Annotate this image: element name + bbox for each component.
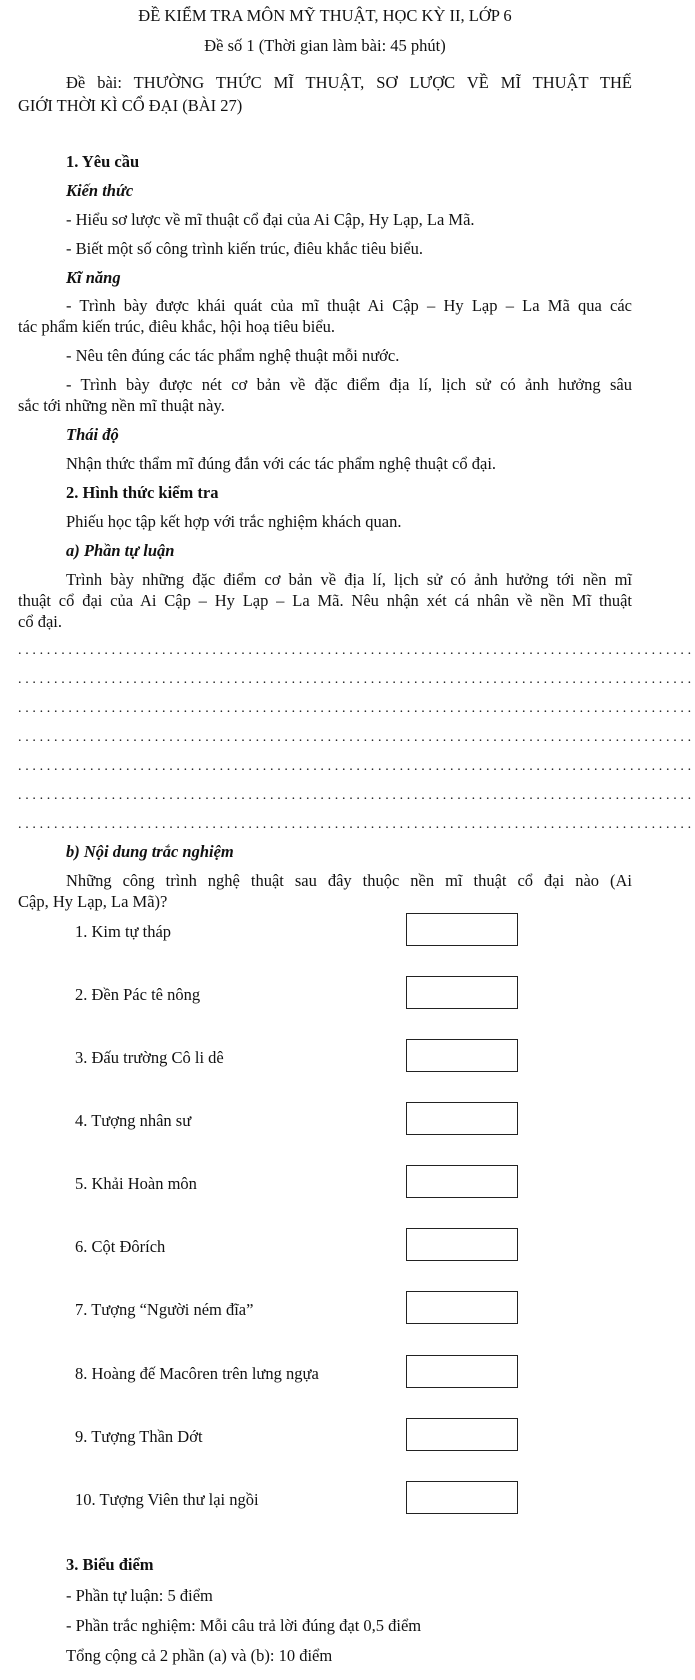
section-2-text: Phiếu học tập kết hợp với trắc nghiệm khách quan. (66, 512, 402, 531)
answer-line[interactable]: .............................................................................................. (18, 701, 695, 716)
scoring-item: - Phần tự luận: 5 điểm (66, 1586, 213, 1605)
answer-box[interactable] (406, 1481, 518, 1514)
scoring-item: - Phần trắc nghiệm: Mỗi câu trả lời đúng đạt 0,5 điểm (66, 1616, 422, 1635)
answer-box[interactable] (406, 1165, 518, 1198)
quiz-question: 6. Cột Đôrích (75, 1237, 166, 1256)
quiz-question: 2. Đền Pác tê nông (75, 985, 201, 1004)
essay-prompt-line-3: cổ đại. (18, 612, 62, 631)
essay-prompt-line-2: thuật cổ đại của Ai Cập – Hy Lạp – La Mã. Nêu nhận xét cá nhân về nền Mĩ thuật (18, 591, 632, 610)
scoring-total: Tổng cộng cả 2 phần (a) và (b): 10 điểm (66, 1646, 333, 1665)
quiz-question: 9. Tượng Thần Dớt (75, 1427, 203, 1446)
attitude-heading: Thái độ (66, 425, 119, 444)
knowledge-item: - Biết một số công trình kiến trúc, điêu khắc tiêu biểu. (66, 239, 423, 258)
quiz-question: 7. Tượng “Người ném đĩa” (75, 1300, 254, 1319)
section-2-heading: 2. Hình thức kiểm tra (66, 483, 219, 502)
answer-line[interactable]: .............................................................................................. (18, 672, 695, 687)
section-1-heading: 1. Yêu cầu (66, 152, 140, 171)
quiz-question: 3. Đấu trường Cô li dê (75, 1048, 224, 1067)
quiz-heading: b) Nội dung trắc nghiệm (66, 842, 234, 861)
quiz-question: 1. Kim tự tháp (75, 922, 172, 941)
answer-box[interactable] (406, 1102, 518, 1135)
answer-box[interactable] (406, 976, 518, 1009)
topic-line-1: Đề bài: THƯỜNG THỨC MĨ THUẬT, SƠ LƯỢC VỀ MĨ THUẬT THẾ (66, 73, 632, 92)
quiz-prompt-line-1: Những công trình nghệ thuật sau đây thuộc nền mĩ thuật cổ đại nào (Ai (66, 871, 632, 890)
answer-box[interactable] (406, 1418, 518, 1451)
skills-item-1-line-2: tác phẩm kiến trúc, điêu khắc, hội hoạ tiêu biểu. (18, 317, 336, 336)
quiz-prompt-line-2: Cập, Hy Lạp, La Mã)? (18, 892, 168, 911)
quiz-question: 5. Khải Hoàn môn (75, 1174, 197, 1193)
skills-item-3-line-2: sắc tới những nền mĩ thuật này. (18, 396, 225, 415)
skills-heading: Kĩ năng (66, 268, 121, 287)
answer-box[interactable] (406, 1291, 518, 1324)
answer-box[interactable] (406, 1228, 518, 1261)
answer-line[interactable]: .............................................................................................. (18, 643, 695, 658)
answer-line[interactable]: .............................................................................................. (18, 730, 695, 745)
quiz-question: 8. Hoàng đế Macôren trên lưng ngựa (75, 1364, 319, 1383)
essay-heading: a) Phần tự luận (66, 541, 175, 560)
knowledge-heading: Kiến thức (66, 181, 134, 200)
exam-subtitle: Đề số 1 (Thời gian làm bài: 45 phút) (204, 36, 446, 55)
section-3-heading: 3. Biểu điểm (66, 1555, 154, 1574)
quiz-question: 4. Tượng nhân sư (75, 1111, 192, 1130)
answer-box[interactable] (406, 913, 518, 946)
skills-item-2: - Nêu tên đúng các tác phẩm nghệ thuật mỗi nước. (66, 346, 400, 365)
attitude-text: Nhận thức thẩm mĩ đúng đắn với các tác phẩm nghệ thuật cổ đại. (66, 454, 497, 473)
exam-title: ĐỀ KIỂM TRA MÔN MỸ THUẬT, HỌC KỲ II, LỚP 6 (138, 6, 512, 25)
answer-line[interactable]: .............................................................................................. (18, 817, 695, 832)
knowledge-item: - Hiểu sơ lược về mĩ thuật cổ đại của Ai Cập, Hy Lạp, La Mã. (66, 210, 475, 229)
skills-item-1-line-1: - Trình bày được khái quát của mĩ thuật Ai Cập – Hy Lạp – La Mã qua các (66, 296, 632, 315)
essay-prompt-line-1: Trình bày những đặc điểm cơ bản về địa lí, lịch sử có ảnh hưởng tới nền mĩ (66, 570, 632, 589)
answer-line[interactable]: .............................................................................................. (18, 759, 695, 774)
answer-line[interactable]: .............................................................................................. (18, 788, 695, 803)
quiz-question: 10. Tượng Viên thư lại ngồi (75, 1490, 259, 1509)
answer-box[interactable] (406, 1355, 518, 1388)
topic-line-2: GIỚI THỜI KÌ CỔ ĐẠI (BÀI 27) (18, 96, 243, 115)
answer-box[interactable] (406, 1039, 518, 1072)
skills-item-3-line-1: - Trình bày được nét cơ bản về đặc điểm địa lí, lịch sử có ảnh hưởng sâu (66, 375, 632, 394)
